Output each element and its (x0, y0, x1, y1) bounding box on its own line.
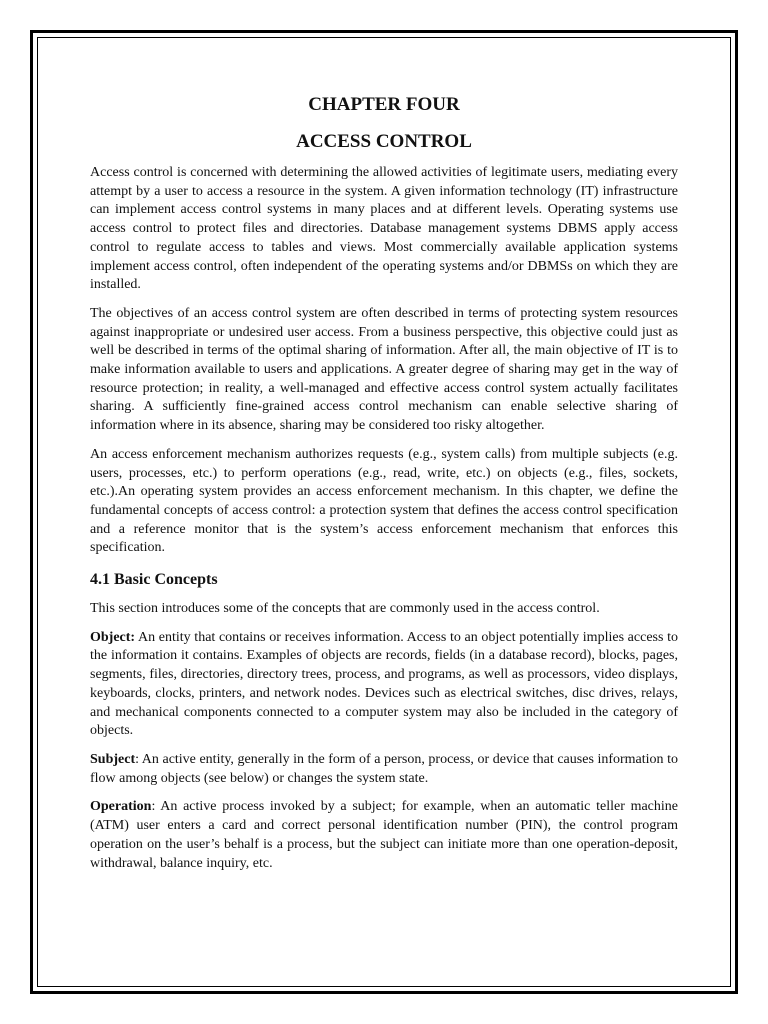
chapter-number-heading: CHAPTER FOUR (308, 94, 460, 115)
section-intro-paragraph: This section introduces some of the concepts that are commonly used in the access control. (90, 601, 600, 617)
definition-text: : An active process invoked by a subject; for example, when an automatic teller machine (ATM) user enters a card and correct personal identification number (PIN), the control program operation on the user’s behalf is a process, but the subject can initiate more than one operation-deposit, withdrawal, balance inquiry, etc. (90, 799, 678, 871)
chapter-title-heading: ACCESS CONTROL (296, 131, 472, 152)
definition-text: An entity that contains or receives information. Access to an object potentially implies access to the information it contains. Examples of objects are records, fields (in a database record), blocks, pages, segments, files, directories, directory trees, process, and programs, as well as processors, video displays, keyboards, clocks, printers, and network nodes. Devices such as electrical switches, disc drives, relays, and mechanical components connected to a computer system may also be included in the category of objects. (90, 629, 678, 739)
definition-text: : An active entity, generally in the form of a person, process, or device that causes information to flow among objects (see below) or changes the system state. (90, 751, 678, 786)
intro-paragraph-2: The objectives of an access control system are often described in terms of protecting system resources against inappropriate or undesired user access. From a business perspective, this objective could just as well be described in terms of the optimal sharing of information. After all, the main objective of IT is to make information available to users and applications. A greater degree of sharing may get in the way of resource protection; in reality, a well-managed and effective access control system actually facilitates sharing. A sufficiently fine-grained access control mechanism can enable selective sharing of information where in its absence, sharing may be considered too risky altogether. (90, 305, 678, 434)
page-content (90, 93, 678, 883)
definition-subject (90, 751, 678, 788)
definition-term: Object: (90, 629, 136, 645)
intro-paragraph-3: An access enforcement mechanism authorizes requests (e.g., system calls) from multiple subjects (e.g. users, processes, etc.) to perform operations (e.g., read, write, etc.) on objects (e.g., files, sockets, etc.).An operating system provides an access enforcement mechanism. In this chapter, we define the fundamental concepts of access control: a protection system that defines the access control specification and a reference monitor that is the system’s access enforcement mechanism that enforces this specification. (90, 446, 678, 556)
definition-term: Subject (90, 751, 136, 767)
intro-paragraph-1: Access control is concerned with determining the allowed activities of legitimate users, mediating every attempt by a user to access a resource in the system. A given information technology (IT) infrastructure can implement access control systems in many places and at different levels. Operating systems use access control to protect files and directories. Database management systems DBMS apply access control to regulate access to tables and views. Most commercially available application systems implement access control, often independent of the operating systems and/or DBMSs on which they are installed. (90, 165, 678, 293)
definition-object (90, 629, 678, 741)
section-heading: 4.1 Basic Concepts (90, 571, 218, 589)
definition-term: Operation (90, 799, 152, 815)
definition-operation (90, 798, 678, 873)
